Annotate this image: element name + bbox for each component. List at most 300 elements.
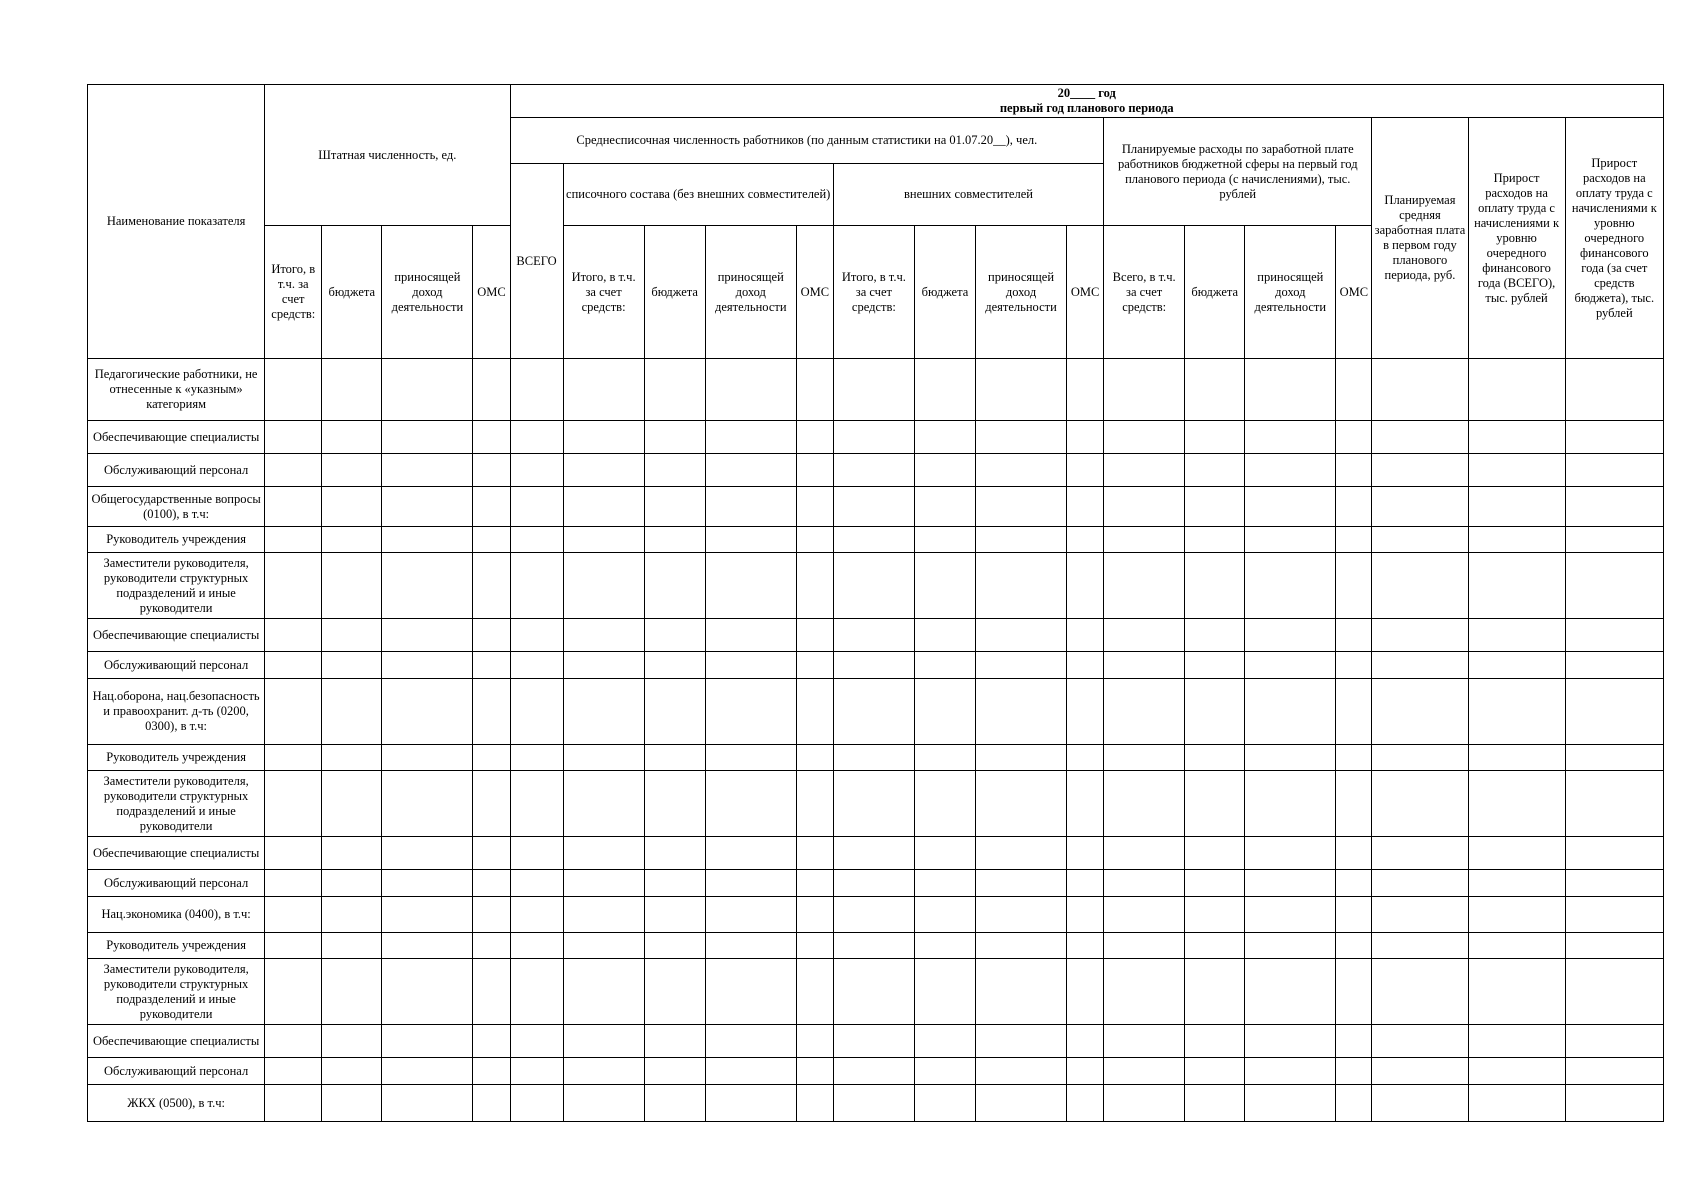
- row-label: Общегосударственные вопросы (0100), в т.ч:: [88, 487, 265, 527]
- table-cell: [265, 837, 322, 870]
- table-cell: [382, 421, 473, 454]
- table-cell: [644, 1025, 705, 1058]
- table-cell: [914, 897, 975, 933]
- table-cell: [1336, 959, 1372, 1025]
- table-cell: [1336, 771, 1372, 837]
- table-cell: [796, 679, 833, 745]
- table-cell: [265, 897, 322, 933]
- header-staff-oms: ОМС: [473, 226, 510, 359]
- table-cell: [1468, 454, 1565, 487]
- table-cell: [1468, 745, 1565, 771]
- table-cell: [382, 959, 473, 1025]
- table-cell: [382, 933, 473, 959]
- table-cell: [473, 933, 510, 959]
- table-cell: [473, 771, 510, 837]
- table-row: [88, 652, 1664, 679]
- table-row: [88, 527, 1664, 553]
- table-cell: [644, 1085, 705, 1122]
- table-cell: [1067, 487, 1104, 527]
- table-cell: [1104, 897, 1185, 933]
- table-cell: [644, 933, 705, 959]
- table-cell: [322, 897, 382, 933]
- table-cell: [1067, 652, 1104, 679]
- table-cell: [1245, 619, 1336, 652]
- table-cell: [563, 837, 644, 870]
- table-cell: [833, 870, 914, 897]
- table-cell: [1565, 359, 1663, 421]
- table-cell: [914, 1085, 975, 1122]
- table-cell: [563, 421, 644, 454]
- table-cell: [1185, 454, 1245, 487]
- table-cell: [382, 897, 473, 933]
- table-cell: [796, 359, 833, 421]
- table-cell: [914, 619, 975, 652]
- table-cell: [1245, 837, 1336, 870]
- table-cell: [705, 527, 796, 553]
- table-cell: [705, 679, 796, 745]
- table-cell: [473, 527, 510, 553]
- header-list-itogo: Итого, в т.ч. за счет средств:: [563, 226, 644, 359]
- table-cell: [705, 1085, 796, 1122]
- table-cell: [1336, 870, 1372, 897]
- table-cell: [1468, 1085, 1565, 1122]
- table-cell: [975, 652, 1066, 679]
- table-cell: [473, 897, 510, 933]
- table-cell: [1336, 745, 1372, 771]
- header-year-line: 20____ год: [1057, 86, 1116, 100]
- table-cell: [1372, 1025, 1468, 1058]
- table-cell: [1245, 527, 1336, 553]
- table-cell: [1245, 959, 1336, 1025]
- table-cell: [510, 959, 563, 1025]
- table-row: [88, 359, 1664, 421]
- table-cell: [796, 619, 833, 652]
- table-cell: [1565, 553, 1663, 619]
- header-ext-itogo: Итого, в т.ч. за счет средств:: [833, 226, 914, 359]
- row-label: Обеспечивающие специалисты: [88, 421, 265, 454]
- table-cell: [563, 745, 644, 771]
- table-cell: [1185, 359, 1245, 421]
- table-cell: [1468, 1058, 1565, 1085]
- table-cell: [1245, 454, 1336, 487]
- table-cell: [1067, 1085, 1104, 1122]
- table-cell: [473, 421, 510, 454]
- table-cell: [975, 870, 1066, 897]
- table-cell: [1067, 527, 1104, 553]
- table-row: [88, 1085, 1664, 1122]
- table-cell: [1565, 619, 1663, 652]
- table-cell: [1372, 527, 1468, 553]
- table-cell: [975, 1058, 1066, 1085]
- table-cell: [644, 487, 705, 527]
- table-cell: [1468, 870, 1565, 897]
- table-cell: [1336, 679, 1372, 745]
- table-cell: [510, 652, 563, 679]
- table-cell: [1067, 359, 1104, 421]
- table-cell: [1104, 679, 1185, 745]
- table-row: [88, 553, 1664, 619]
- table-cell: [914, 1058, 975, 1085]
- header-list-budget: бюджета: [644, 226, 705, 359]
- table-cell: [1565, 487, 1663, 527]
- table-cell: [382, 359, 473, 421]
- table-cell: [644, 421, 705, 454]
- table-cell: [510, 454, 563, 487]
- table-cell: [322, 933, 382, 959]
- table-cell: [382, 619, 473, 652]
- header-exp-vsego: Всего, в т.ч. за счет средств:: [1104, 226, 1185, 359]
- table-cell: [975, 619, 1066, 652]
- table-cell: [644, 837, 705, 870]
- table-cell: [1336, 553, 1372, 619]
- table-cell: [1067, 771, 1104, 837]
- table-cell: [1245, 870, 1336, 897]
- header-list-income: приносящей доход деятельности: [705, 226, 796, 359]
- table-cell: [1468, 959, 1565, 1025]
- table-cell: [322, 837, 382, 870]
- table-cell: [322, 421, 382, 454]
- header-exp-income: приносящей доход деятельности: [1245, 226, 1336, 359]
- row-label: Нац.экономика (0400), в т.ч:: [88, 897, 265, 933]
- table-cell: [1245, 553, 1336, 619]
- table-cell: [1245, 487, 1336, 527]
- table-cell: [563, 679, 644, 745]
- table-cell: [473, 652, 510, 679]
- table-cell: [1372, 619, 1468, 652]
- table-cell: [644, 652, 705, 679]
- table-cell: [473, 959, 510, 1025]
- table-cell: [1468, 933, 1565, 959]
- table-cell: [975, 421, 1066, 454]
- row-label: Обеспечивающие специалисты: [88, 837, 265, 870]
- table-cell: [563, 1058, 644, 1085]
- table-cell: [563, 553, 644, 619]
- table-cell: [975, 1025, 1066, 1058]
- table-cell: [1185, 619, 1245, 652]
- table-row: [88, 1025, 1664, 1058]
- table-cell: [975, 553, 1066, 619]
- table-cell: [833, 487, 914, 527]
- table-cell: [322, 771, 382, 837]
- table-cell: [1336, 527, 1372, 553]
- table-cell: [833, 527, 914, 553]
- table-cell: [1565, 454, 1663, 487]
- table-cell: [833, 553, 914, 619]
- table-cell: [322, 553, 382, 619]
- table-cell: [510, 933, 563, 959]
- table-cell: [1565, 1058, 1663, 1085]
- table-cell: [1468, 619, 1565, 652]
- table-cell: [1468, 652, 1565, 679]
- table-cell: [382, 652, 473, 679]
- table-cell: [1565, 527, 1663, 553]
- table-cell: [1372, 745, 1468, 771]
- table-cell: [1185, 1058, 1245, 1085]
- table-cell: [914, 679, 975, 745]
- table-cell: [1565, 933, 1663, 959]
- table-cell: [322, 679, 382, 745]
- table-cell: [796, 1025, 833, 1058]
- table-cell: [796, 454, 833, 487]
- table-cell: [796, 933, 833, 959]
- table-cell: [265, 1025, 322, 1058]
- row-label: ЖКХ (0500), в т.ч:: [88, 1085, 265, 1122]
- table-cell: [510, 359, 563, 421]
- table-cell: [1245, 897, 1336, 933]
- table-cell: [1468, 421, 1565, 454]
- table-cell: [975, 679, 1066, 745]
- table-cell: [705, 959, 796, 1025]
- table-cell: [1104, 959, 1185, 1025]
- row-label: Заместители руководителя, руководители структурных подразделений и иные руководители: [88, 553, 265, 619]
- table-cell: [382, 487, 473, 527]
- table-cell: [1336, 421, 1372, 454]
- table-cell: [382, 771, 473, 837]
- table-cell: [1185, 745, 1245, 771]
- table-cell: [1185, 652, 1245, 679]
- table-cell: [833, 1085, 914, 1122]
- header-staff-count: Штатная численность, ед.: [265, 85, 510, 226]
- row-label: Заместители руководителя, руководители структурных подразделений и иные руководители: [88, 771, 265, 837]
- table-cell: [1067, 745, 1104, 771]
- table-cell: [1104, 1025, 1185, 1058]
- table-cell: [705, 359, 796, 421]
- table-cell: [382, 1085, 473, 1122]
- table-row: [88, 1058, 1664, 1085]
- header-ext-oms: ОМС: [1067, 226, 1104, 359]
- row-label: Обслуживающий персонал: [88, 652, 265, 679]
- table-cell: [1372, 487, 1468, 527]
- table-cell: [833, 771, 914, 837]
- table-cell: [975, 527, 1066, 553]
- table-cell: [975, 897, 1066, 933]
- table-cell: [705, 1025, 796, 1058]
- table-cell: [1336, 1085, 1372, 1122]
- table-cell: [1565, 421, 1663, 454]
- table-cell: [510, 837, 563, 870]
- table-cell: [265, 933, 322, 959]
- table-cell: [1245, 771, 1336, 837]
- table-cell: [473, 1085, 510, 1122]
- table-cell: [914, 933, 975, 959]
- staffing-form-table: [87, 84, 1664, 1122]
- table-cell: [975, 837, 1066, 870]
- header-list-staff: списочного состава (без внешних совместителей): [563, 164, 833, 226]
- table-cell: [1372, 421, 1468, 454]
- table-cell: [265, 553, 322, 619]
- table-cell: [644, 619, 705, 652]
- table-cell: [265, 745, 322, 771]
- table-cell: [1104, 1085, 1185, 1122]
- table-cell: [510, 1085, 563, 1122]
- table-cell: [1565, 959, 1663, 1025]
- table-cell: [473, 837, 510, 870]
- table-cell: [322, 745, 382, 771]
- table-cell: [1372, 870, 1468, 897]
- table-row: [88, 421, 1664, 454]
- table-cell: [796, 1058, 833, 1085]
- header-planned-avg-salary: Планируемая средняя заработная плата в первом году планового периода, руб.: [1372, 118, 1468, 359]
- table-cell: [1336, 359, 1372, 421]
- table-cell: [473, 679, 510, 745]
- table-cell: [833, 421, 914, 454]
- table-cell: [563, 959, 644, 1025]
- table-cell: [1245, 1085, 1336, 1122]
- header-planned-expenses: Планируемые расходы по заработной плате работников бюджетной сферы на первый год планового периода (с начислениями), тыс. рублей: [1104, 118, 1372, 226]
- table-cell: [1104, 421, 1185, 454]
- table-cell: [833, 1025, 914, 1058]
- table-cell: [1468, 359, 1565, 421]
- table-cell: [265, 870, 322, 897]
- table-cell: [975, 933, 1066, 959]
- table-cell: [1372, 652, 1468, 679]
- table-cell: [833, 959, 914, 1025]
- table-cell: [1067, 553, 1104, 619]
- table-cell: [705, 870, 796, 897]
- table-cell: [510, 1058, 563, 1085]
- table-cell: [510, 619, 563, 652]
- table-cell: [1468, 837, 1565, 870]
- table-cell: [563, 870, 644, 897]
- table-cell: [1565, 1025, 1663, 1058]
- header-exp-oms: ОМС: [1336, 226, 1372, 359]
- table-cell: [1185, 933, 1245, 959]
- table-cell: [914, 870, 975, 897]
- table-cell: [1372, 771, 1468, 837]
- table-cell: [1336, 837, 1372, 870]
- table-cell: [975, 359, 1066, 421]
- table-cell: [1565, 897, 1663, 933]
- table-cell: [1372, 897, 1468, 933]
- header-growth-budget: Прирост расходов на оплату труда с начислениями к уровню очередного финансового года (за счет средств бюджета), тыс. рублей: [1565, 118, 1663, 359]
- table-cell: [914, 652, 975, 679]
- table-cell: [563, 933, 644, 959]
- table-cell: [1104, 619, 1185, 652]
- table-cell: [1468, 679, 1565, 745]
- table-cell: [833, 745, 914, 771]
- table-cell: [1245, 652, 1336, 679]
- table-cell: [473, 487, 510, 527]
- table-row: [88, 679, 1664, 745]
- table-cell: [322, 487, 382, 527]
- table-cell: [833, 454, 914, 487]
- table-cell: [914, 421, 975, 454]
- table-cell: [1372, 359, 1468, 421]
- table-cell: [705, 487, 796, 527]
- table-cell: [265, 359, 322, 421]
- table-cell: [1245, 359, 1336, 421]
- header-list-oms: ОМС: [796, 226, 833, 359]
- table-cell: [473, 359, 510, 421]
- table-cell: [1185, 897, 1245, 933]
- table-cell: [644, 527, 705, 553]
- table-cell: [473, 1058, 510, 1085]
- table-cell: [382, 1025, 473, 1058]
- table-cell: [644, 745, 705, 771]
- table-cell: [510, 870, 563, 897]
- table-cell: [510, 1025, 563, 1058]
- table-cell: [1468, 897, 1565, 933]
- table-cell: [322, 454, 382, 487]
- table-cell: [796, 652, 833, 679]
- table-cell: [705, 771, 796, 837]
- table-cell: [1245, 745, 1336, 771]
- header-exp-budget: бюджета: [1185, 226, 1245, 359]
- table-cell: [644, 454, 705, 487]
- table-cell: [1372, 553, 1468, 619]
- table-cell: [265, 619, 322, 652]
- table-cell: [975, 959, 1066, 1025]
- table-cell: [833, 897, 914, 933]
- table-cell: [1067, 837, 1104, 870]
- row-label: Обслуживающий персонал: [88, 870, 265, 897]
- table-cell: [796, 959, 833, 1025]
- table-cell: [1185, 421, 1245, 454]
- table-cell: [1104, 359, 1185, 421]
- table-cell: [1067, 619, 1104, 652]
- table-cell: [914, 771, 975, 837]
- table-cell: [1372, 837, 1468, 870]
- header-staff-income: приносящей доход деятельности: [382, 226, 473, 359]
- table-cell: [1067, 679, 1104, 745]
- table-cell: [265, 487, 322, 527]
- table-cell: [644, 771, 705, 837]
- row-label: Руководитель учреждения: [88, 527, 265, 553]
- table-cell: [1067, 1058, 1104, 1085]
- table-cell: [563, 771, 644, 837]
- table-cell: [1185, 1025, 1245, 1058]
- table-cell: [644, 553, 705, 619]
- table-cell: [1468, 1025, 1565, 1058]
- table-cell: [473, 1025, 510, 1058]
- table-cell: [1104, 652, 1185, 679]
- header-total: ВСЕГО: [510, 164, 563, 359]
- table-cell: [382, 527, 473, 553]
- table-cell: [563, 1025, 644, 1058]
- table-cell: [322, 652, 382, 679]
- header-growth-total: Прирост расходов на оплату труда с начислениями к уровню очередного финансового года (ВСЕГО), тыс. рублей: [1468, 118, 1565, 359]
- table-cell: [473, 454, 510, 487]
- table-cell: [1372, 933, 1468, 959]
- table-cell: [1468, 527, 1565, 553]
- table-cell: [975, 487, 1066, 527]
- table-cell: [1565, 679, 1663, 745]
- table-cell: [705, 652, 796, 679]
- table-cell: [563, 454, 644, 487]
- table-cell: [1245, 679, 1336, 745]
- table-cell: [265, 959, 322, 1025]
- table-row: [88, 870, 1664, 897]
- table-cell: [1185, 959, 1245, 1025]
- table-cell: [796, 553, 833, 619]
- table-cell: [510, 487, 563, 527]
- table-cell: [473, 619, 510, 652]
- table-cell: [1067, 959, 1104, 1025]
- table-cell: [833, 619, 914, 652]
- table-cell: [322, 1085, 382, 1122]
- table-cell: [1565, 870, 1663, 897]
- table-cell: [1336, 1025, 1372, 1058]
- table-cell: [382, 745, 473, 771]
- table-cell: [563, 487, 644, 527]
- table-cell: [833, 1058, 914, 1085]
- table-row: [88, 771, 1664, 837]
- table-cell: [382, 837, 473, 870]
- header-ext-budget: бюджета: [914, 226, 975, 359]
- table-cell: [705, 745, 796, 771]
- table-cell: [510, 771, 563, 837]
- table-cell: [796, 1085, 833, 1122]
